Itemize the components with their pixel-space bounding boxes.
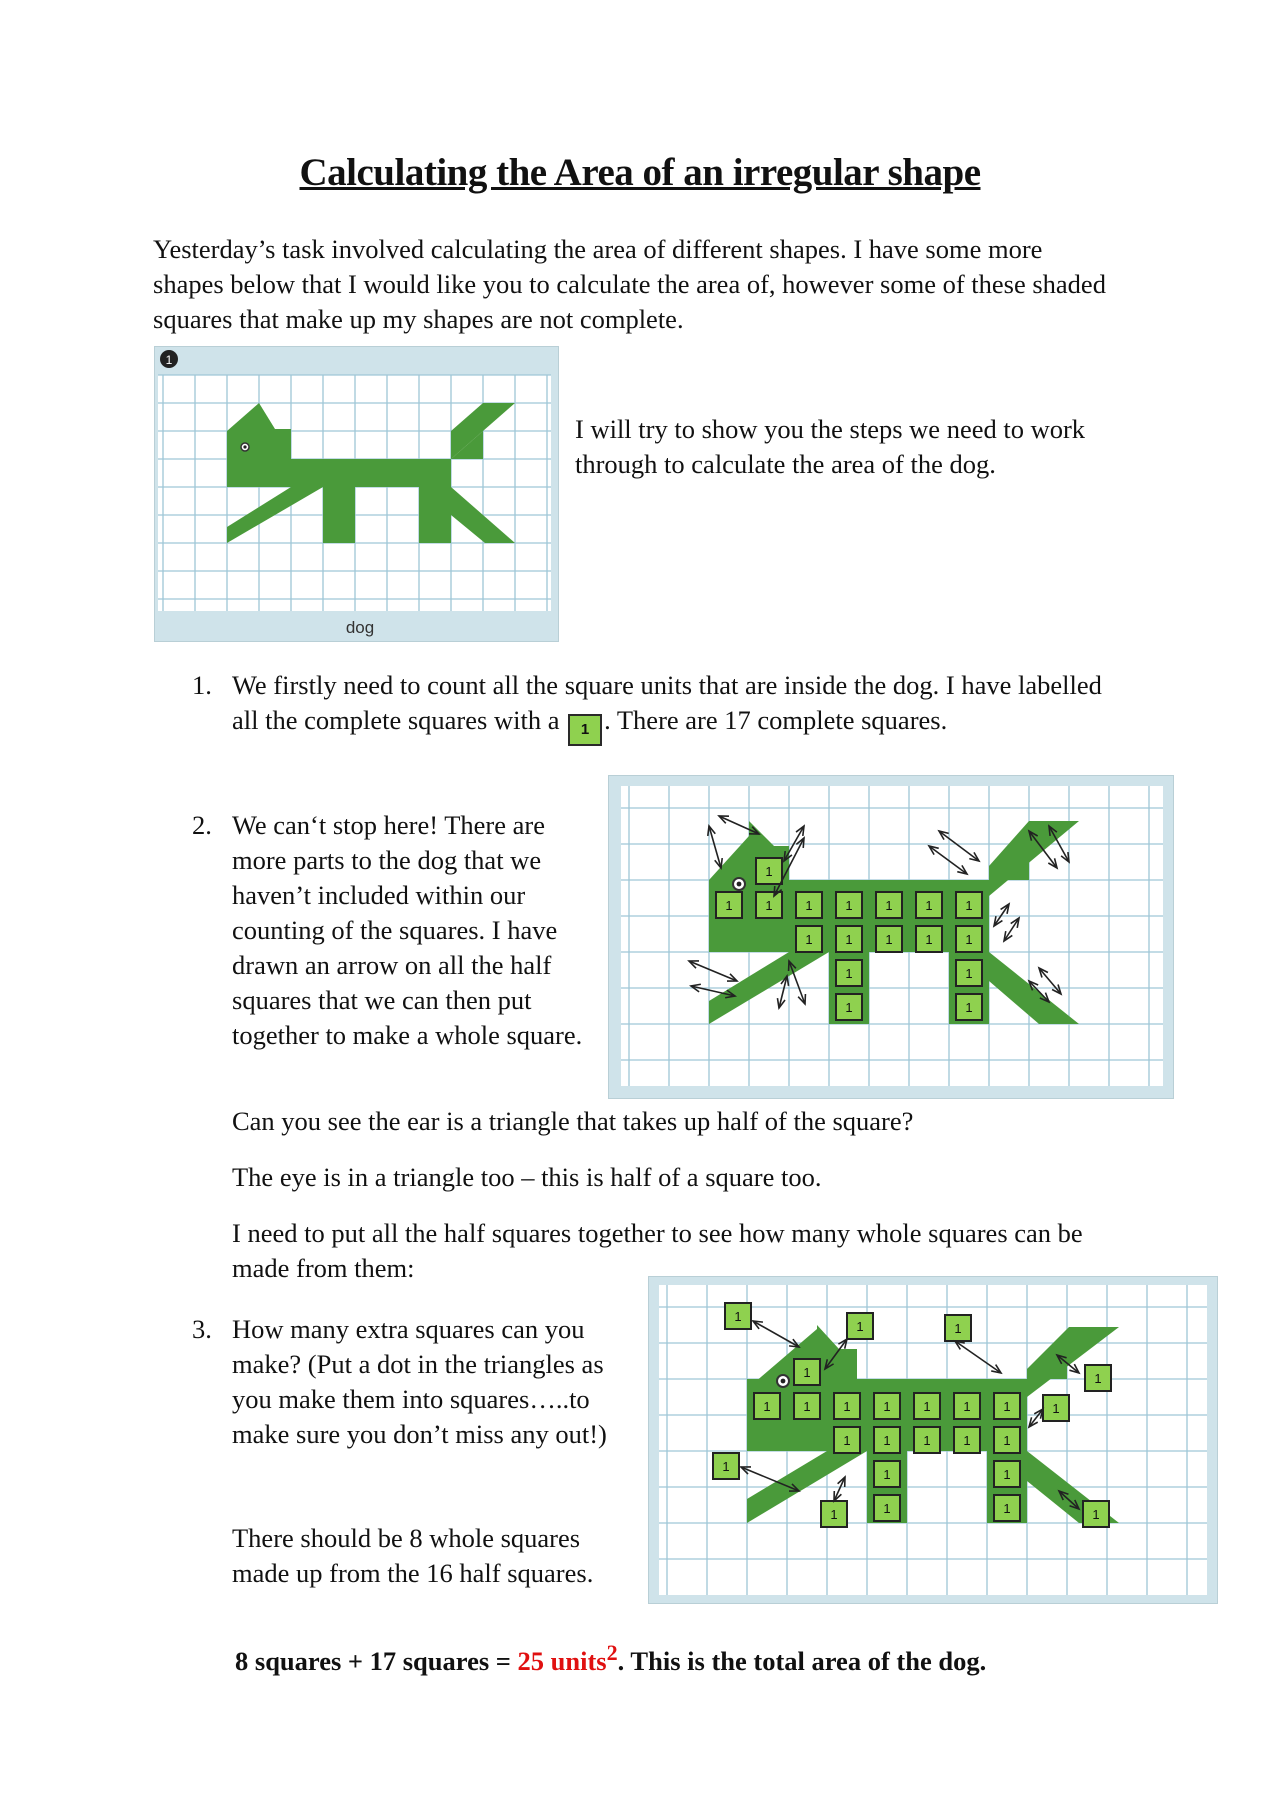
unit-square-label: 1 (803, 1399, 811, 1414)
unit-square-label: 1 (843, 1433, 851, 1448)
unit-square-label: 1 (1003, 1467, 1011, 1482)
figure-caption: dog (345, 618, 375, 637)
unit-square-label: 1 (965, 932, 973, 947)
dog-figure (154, 346, 559, 642)
unit-square-label: 1 (765, 898, 773, 913)
unit-square-label: 1 (885, 932, 893, 947)
step-2-number: 2. (192, 810, 212, 840)
unit-square-label: 1 (1003, 1433, 1011, 1448)
figure-number: 1 (165, 353, 173, 367)
unit-square-label: 1 (885, 898, 893, 913)
unit-square-label: 1 (965, 966, 973, 981)
unit-square-label: 1 (725, 898, 733, 913)
unit-square-label: 1 (923, 1399, 931, 1414)
unit-square-label: 1 (883, 1433, 891, 1448)
step-3-text: How many extra squares can you make? (Put a dot in the triangles as you make them into squares…..to make sure you don’t miss any out!) (232, 1314, 607, 1449)
unit-square-label: 1 (965, 1000, 973, 1015)
step-1-number: 1. (192, 670, 212, 700)
step-2-text: We can‘t stop here! There are more parts to the dog that we haven’t included within our counting of the squares. I have drawn an arrow on all the half squares that we can then put together to make a whole square. (232, 810, 583, 1050)
unit-square-label: 1 (805, 898, 813, 913)
final-answer (235, 1640, 1135, 1677)
unit-square-label: 1 (1003, 1501, 1011, 1516)
unit-square-label: 1 (883, 1467, 891, 1482)
note-ear: Can you see the ear is a triangle that takes up half of the square? (232, 1106, 914, 1136)
unit-square-label: 1 (883, 1399, 891, 1414)
final-answer-sup: 2 (606, 1640, 618, 1665)
note-combine: I need to put all the half squares together to see how many whole squares can be made from them: (232, 1218, 1083, 1283)
unit-square-label: 1 (722, 1459, 730, 1474)
unit-square-label: 1 (856, 1319, 864, 1334)
unit-square-badge: 1 (568, 714, 602, 746)
unit-square-label: 1 (845, 898, 853, 913)
unit-square-label: 1 (763, 1399, 771, 1414)
final-tail: . This is the total area of the dog. (617, 1645, 987, 1676)
unit-square-label: 1 (765, 864, 773, 879)
final-lead: 8 squares + 17 squares = (235, 1645, 518, 1676)
step-1-text-part1: We firstly need to count all the square units that are inside the dog. I have labelled all the complete squares with a (232, 670, 1102, 735)
unit-square-label: 1 (1094, 1371, 1102, 1386)
step-1-text-part2: . There are 17 complete squares. (604, 705, 948, 735)
unit-square-label: 1 (963, 1399, 971, 1414)
page-title: Calculating the Area of an irregular shape (299, 151, 981, 194)
unit-square-label: 1 (734, 1309, 742, 1324)
unit-square-label: 1 (845, 966, 853, 981)
intro-paragraph: Yesterday’s task involved calculating the area of different shapes. I have some more shapes below that I would like you to calculate the area of, however some of these shaded squares that make up my shapes are not complete. (153, 234, 1106, 334)
unit-square-label: 1 (803, 1365, 811, 1380)
unit-square-label: 1 (1052, 1401, 1060, 1416)
final-answer-value (517, 1640, 618, 1676)
unit-square-label: 1 (965, 898, 973, 913)
unit-square-label: 1 (883, 1501, 891, 1516)
unit-square-label: 1 (925, 932, 933, 947)
unit-square-label: 1 (1003, 1399, 1011, 1414)
unit-square-label: 1 (954, 1321, 962, 1336)
dog-units-figure (648, 1276, 1218, 1604)
unit-square-label: 1 (963, 1433, 971, 1448)
unit-square-label: 1 (843, 1399, 851, 1414)
unit-square-label: 1 (845, 932, 853, 947)
side-note: I will try to show you the steps we need to work through to calculate the area of the dog. (575, 414, 1086, 479)
note-eye: The eye is in a triangle too – this is half of a square too. (232, 1162, 822, 1192)
step-3-number: 3. (192, 1314, 212, 1344)
unit-square-label: 1 (805, 932, 813, 947)
unit-square-label: 1 (845, 1000, 853, 1015)
unit-square-label: 1 (925, 898, 933, 913)
final-answer-text: 25 units (517, 1645, 607, 1676)
unit-square-label: 1 (1092, 1507, 1100, 1522)
step-3-result: There should be 8 whole squares made up from the 16 half squares. (232, 1523, 594, 1588)
dog-arrows-figure (608, 775, 1174, 1099)
unit-square-label: 1 (830, 1507, 838, 1522)
unit-square-label: 1 (923, 1433, 931, 1448)
step-1-text (232, 668, 1132, 746)
